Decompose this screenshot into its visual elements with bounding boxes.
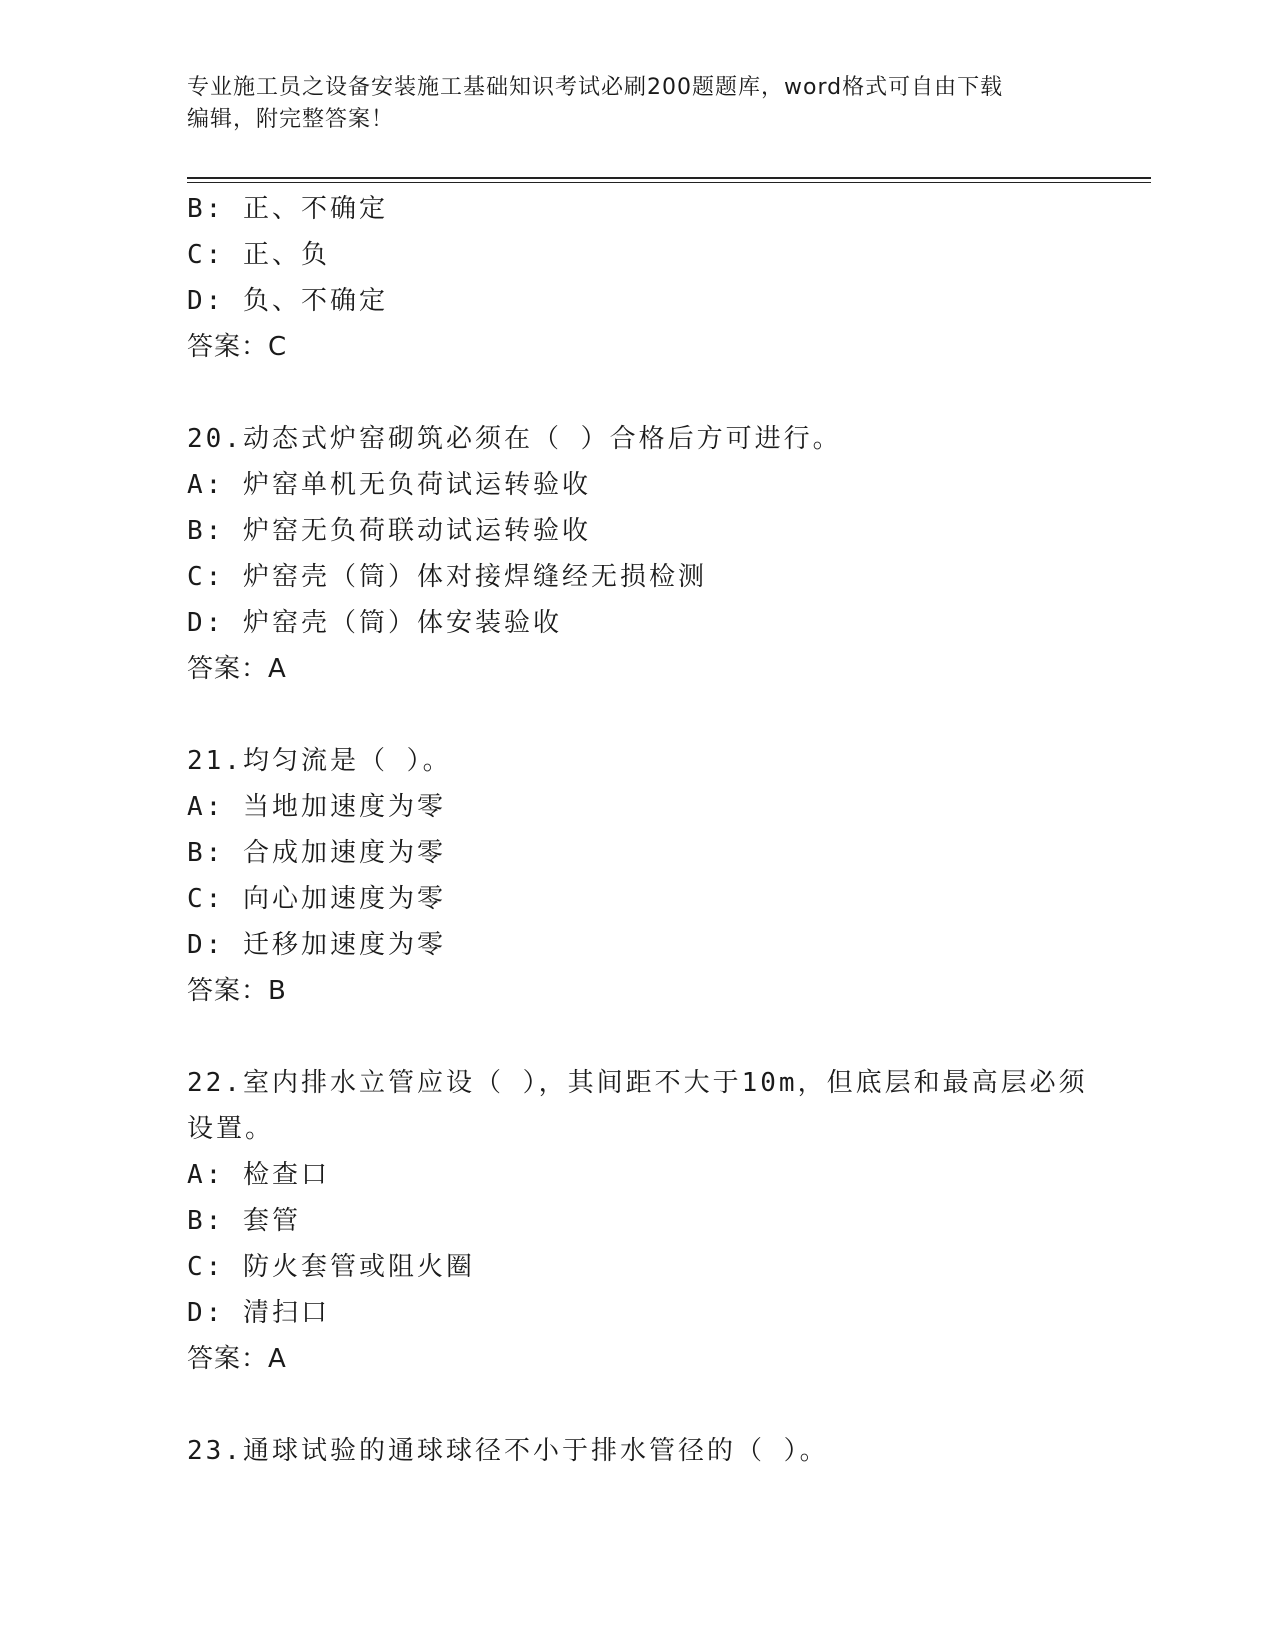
option-d: D: 迁移加速度为零 bbox=[187, 930, 446, 960]
option-b: B: 套管 bbox=[187, 1206, 301, 1236]
option-b: B: 正、不确定 bbox=[187, 194, 388, 224]
answer: 答案：A bbox=[187, 654, 287, 684]
question-19-continued bbox=[187, 186, 1087, 370]
question-20 bbox=[187, 416, 1087, 692]
question-stem: 20.动态式炉窑砌筑必须在（ ）合格后方可进行。 bbox=[187, 424, 842, 454]
option-d: D: 负、不确定 bbox=[187, 286, 388, 316]
document-header bbox=[187, 72, 1087, 136]
header-divider-thick bbox=[187, 177, 1151, 179]
option-c: C: 防火套管或阻火圈 bbox=[187, 1252, 475, 1282]
question-22 bbox=[187, 1060, 1087, 1382]
answer: 答案：B bbox=[187, 976, 287, 1006]
option-d: D: 炉窑壳（筒）体安装验收 bbox=[187, 608, 562, 638]
question-stem: 23.通球试验的通球球径不小于排水管径的（ ）。 bbox=[187, 1436, 829, 1466]
answer: 答案：A bbox=[187, 1344, 287, 1374]
question-stem: 21.均匀流是（ ）。 bbox=[187, 746, 452, 776]
option-b: B: 合成加速度为零 bbox=[187, 838, 446, 868]
header-title-line2: 编辑，附完整答案！ bbox=[187, 107, 395, 132]
question-stem-line2: 设置。 bbox=[187, 1114, 275, 1144]
option-a: A: 检查口 bbox=[187, 1160, 330, 1190]
option-b: B: 炉窑无负荷联动试运转验收 bbox=[187, 516, 591, 546]
option-c: C: 向心加速度为零 bbox=[187, 884, 446, 914]
question-list bbox=[187, 186, 1087, 1474]
question-21 bbox=[187, 738, 1087, 1014]
question-stem-line1: 22.室内排水立管应设（ ），其间距不大于10m，但底层和最高层必须 bbox=[187, 1068, 1088, 1098]
header-divider-thin bbox=[187, 182, 1151, 183]
header-title-line1: 专业施工员之设备安装施工基础知识考试必刷200题题库，word格式可自由下载 bbox=[187, 75, 1004, 100]
answer: 答案：C bbox=[187, 332, 288, 362]
option-a: A: 当地加速度为零 bbox=[187, 792, 446, 822]
option-a: A: 炉窑单机无负荷试运转验收 bbox=[187, 470, 591, 500]
option-d: D: 清扫口 bbox=[187, 1298, 330, 1328]
option-c: C: 炉窑壳（筒）体对接焊缝经无损检测 bbox=[187, 562, 707, 592]
option-c: C: 正、负 bbox=[187, 240, 330, 270]
question-23 bbox=[187, 1428, 1087, 1474]
